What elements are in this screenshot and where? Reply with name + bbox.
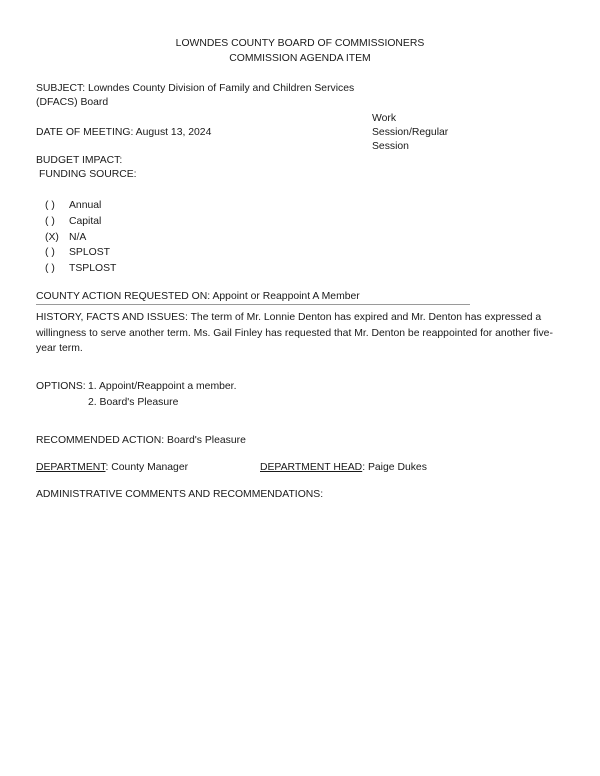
meeting-type-3: Session — [372, 141, 409, 152]
subject-line-1: SUBJECT: Lowndes County Division of Family and Children Services — [36, 83, 355, 94]
funding-label-annual: Annual — [69, 200, 102, 211]
recommended-action: RECOMMENDED ACTION: Board's Pleasure — [36, 435, 246, 446]
meeting-type-2: Session/Regular — [372, 127, 449, 138]
subject-line-2: (DFACS) Board — [36, 97, 109, 108]
funding-mark-splost: ( ) — [45, 247, 55, 258]
funding-label-capital: Capital — [69, 216, 102, 227]
divider — [36, 304, 470, 305]
meeting-type-1: Work — [372, 113, 397, 124]
funding-source: FUNDING SOURCE: — [39, 169, 137, 180]
department-head-label: DEPARTMENT HEAD — [260, 462, 363, 473]
funding-label-tsplost: TSPLOST — [69, 263, 117, 274]
funding-mark-tsplost: ( ) — [45, 263, 55, 274]
county-action-requested: COUNTY ACTION REQUESTED ON: Appoint or Reappoint A Member — [36, 291, 360, 302]
funding-label-na: N/A — [69, 232, 87, 243]
header-title: LOWNDES COUNTY BOARD OF COMMISSIONERS — [175, 38, 425, 49]
budget-impact: BUDGET IMPACT: — [36, 155, 123, 166]
history-facts-issues: HISTORY, FACTS AND ISSUES: The term of Mr. Lonnie Denton has expired and Mr. Denton has expressed a willingness to serve another term. Ms. Gail Finley has requested that Mr. Denton be reappointed for another five-year term. — [36, 312, 553, 354]
option-2: 2. Board's Pleasure — [88, 397, 179, 408]
funding-label-splost: SPLOST — [69, 247, 110, 258]
department-head-value: : Paige Dukes — [362, 462, 427, 473]
admin-comments: ADMINISTRATIVE COMMENTS AND RECOMMENDATIONS: — [36, 489, 324, 500]
header-subtitle: COMMISSION AGENDA ITEM — [229, 53, 371, 64]
meeting-date: DATE OF MEETING: August 13, 2024 — [36, 127, 212, 138]
department-label: DEPARTMENT — [36, 462, 106, 473]
funding-mark-na: (X) — [45, 232, 59, 243]
option-1: 1. Appoint/Reappoint a member. — [88, 381, 237, 392]
department-value: : County Manager — [105, 462, 189, 473]
funding-mark-capital: ( ) — [45, 216, 55, 227]
options-label: OPTIONS: — [36, 381, 86, 392]
department — [36, 461, 188, 475]
funding-mark-annual: ( ) — [45, 200, 55, 211]
department-head — [260, 461, 427, 475]
